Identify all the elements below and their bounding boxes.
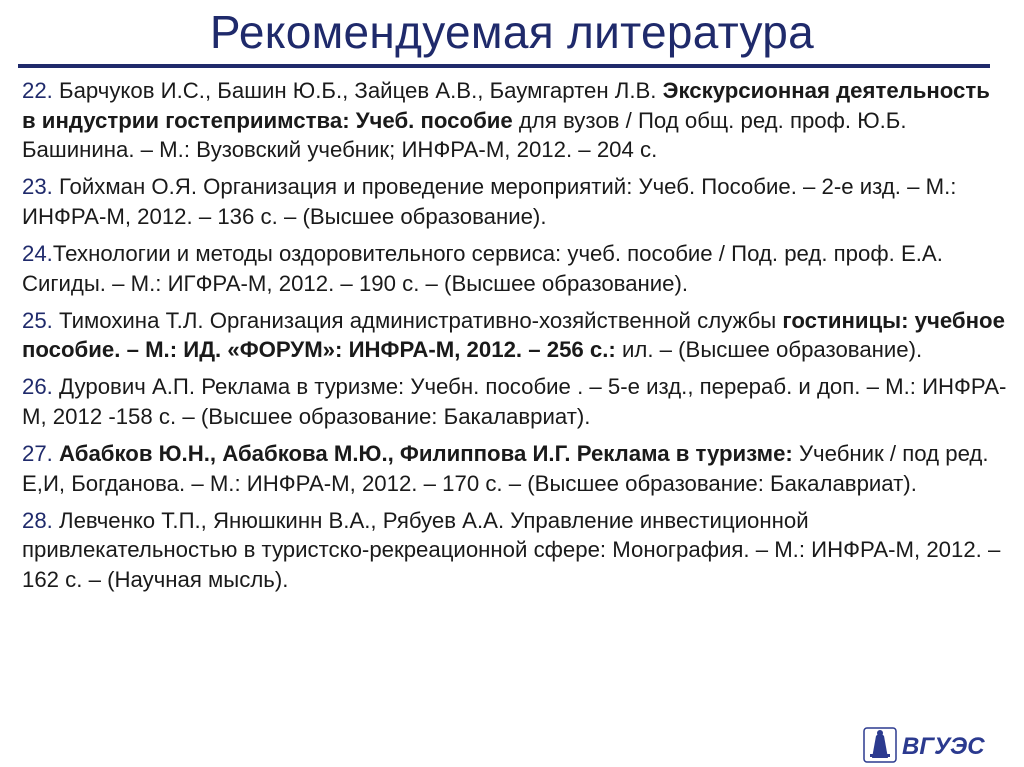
reference-item xyxy=(22,372,1007,431)
reference-number: 26. xyxy=(22,374,53,400)
reference-item xyxy=(22,439,1007,498)
reference-item xyxy=(22,306,1007,365)
reference-text: Дурович А.П. Реклама в туризме: Учебн. пособие . – 5-е изд., перераб. и доп. – М.: ИНФРА-М, 2012 -158 с. – (Высшее образование: Бакалавриат). xyxy=(22,374,1007,429)
reference-number: 27. xyxy=(22,441,53,467)
reference-text: для вузов / Под общ. ред. проф. Ю.Б. Башинина. – М.: Вузовский учебник; ИНФРА-М, 2012. – 204 с. xyxy=(22,107,907,163)
title-underline xyxy=(18,64,990,68)
reference-text: Тимохина Т.Л. Организация административно-хозяйственной службы xyxy=(52,307,783,333)
reference-text: пособие xyxy=(420,107,513,133)
reference-text: Левченко Т.П., Янюшкинн В.А., Рябуев А.А. Управление инвестиционной привлекательностью в туристско-рекреационной сфере: Монография. – М.: ИНФРА-М, 2012. – 162 с. – (Научная мысль). xyxy=(22,507,1001,592)
reference-item xyxy=(22,172,1007,231)
reference-item xyxy=(22,239,1007,298)
reference-number: 25. xyxy=(22,307,53,333)
reference-number: 22. xyxy=(22,78,53,103)
slide-title: Рекомендуемая литература xyxy=(209,6,815,58)
logo-text: ВГУЭС xyxy=(902,733,985,760)
reference-list xyxy=(22,76,1007,602)
reference-number: 24. xyxy=(22,240,53,266)
reference-number: 23. xyxy=(22,174,53,200)
logo-emblem-icon xyxy=(864,728,896,762)
reference-item xyxy=(22,506,1007,595)
reference-text: ил. – (Высшее образование). xyxy=(615,337,923,363)
reference-text: Экскурсионная деятельность в индустрии гостеприимства: Учеб. xyxy=(22,78,990,133)
reference-text: Гойхман О.Я. Организация и проведение мероприятий: Учеб. Пособие. – 2-е изд. – М.: ИНФРА-М, 2012. – 136 с. – (Высшее образование). xyxy=(22,174,957,229)
reference-text: Технологии и методы оздоровительного сервиса: учеб. пособие / Под. ред. проф. Е.А. Сигиды. – М.: ИГФРА-М, 2012. – 190 с. – (Высшее образование). xyxy=(22,240,943,296)
reference-text: Учебник / под ред. Е,И, Богданова. – М.: ИНФРА-М, 2012. – 170 с. – (Высшее образование: Бакалавриат). xyxy=(22,441,989,496)
reference-text: Барчуков И.С., Башин Ю.Б., Зайцев А.В., Баумгартен Л.В. xyxy=(52,78,663,103)
university-logo xyxy=(862,724,992,764)
reference-text: гостиницы: учебное пособие. – М.: ИД. «ФОРУМ»: ИНФРА-М, 2012. – 256 с.: xyxy=(22,307,1005,363)
reference-text: Абабков Ю.Н., Абабкова М.Ю., Филиппова И.Г. Реклама в туризме: xyxy=(52,441,793,467)
reference-item xyxy=(22,76,1007,165)
reference-number: 28. xyxy=(22,507,53,533)
